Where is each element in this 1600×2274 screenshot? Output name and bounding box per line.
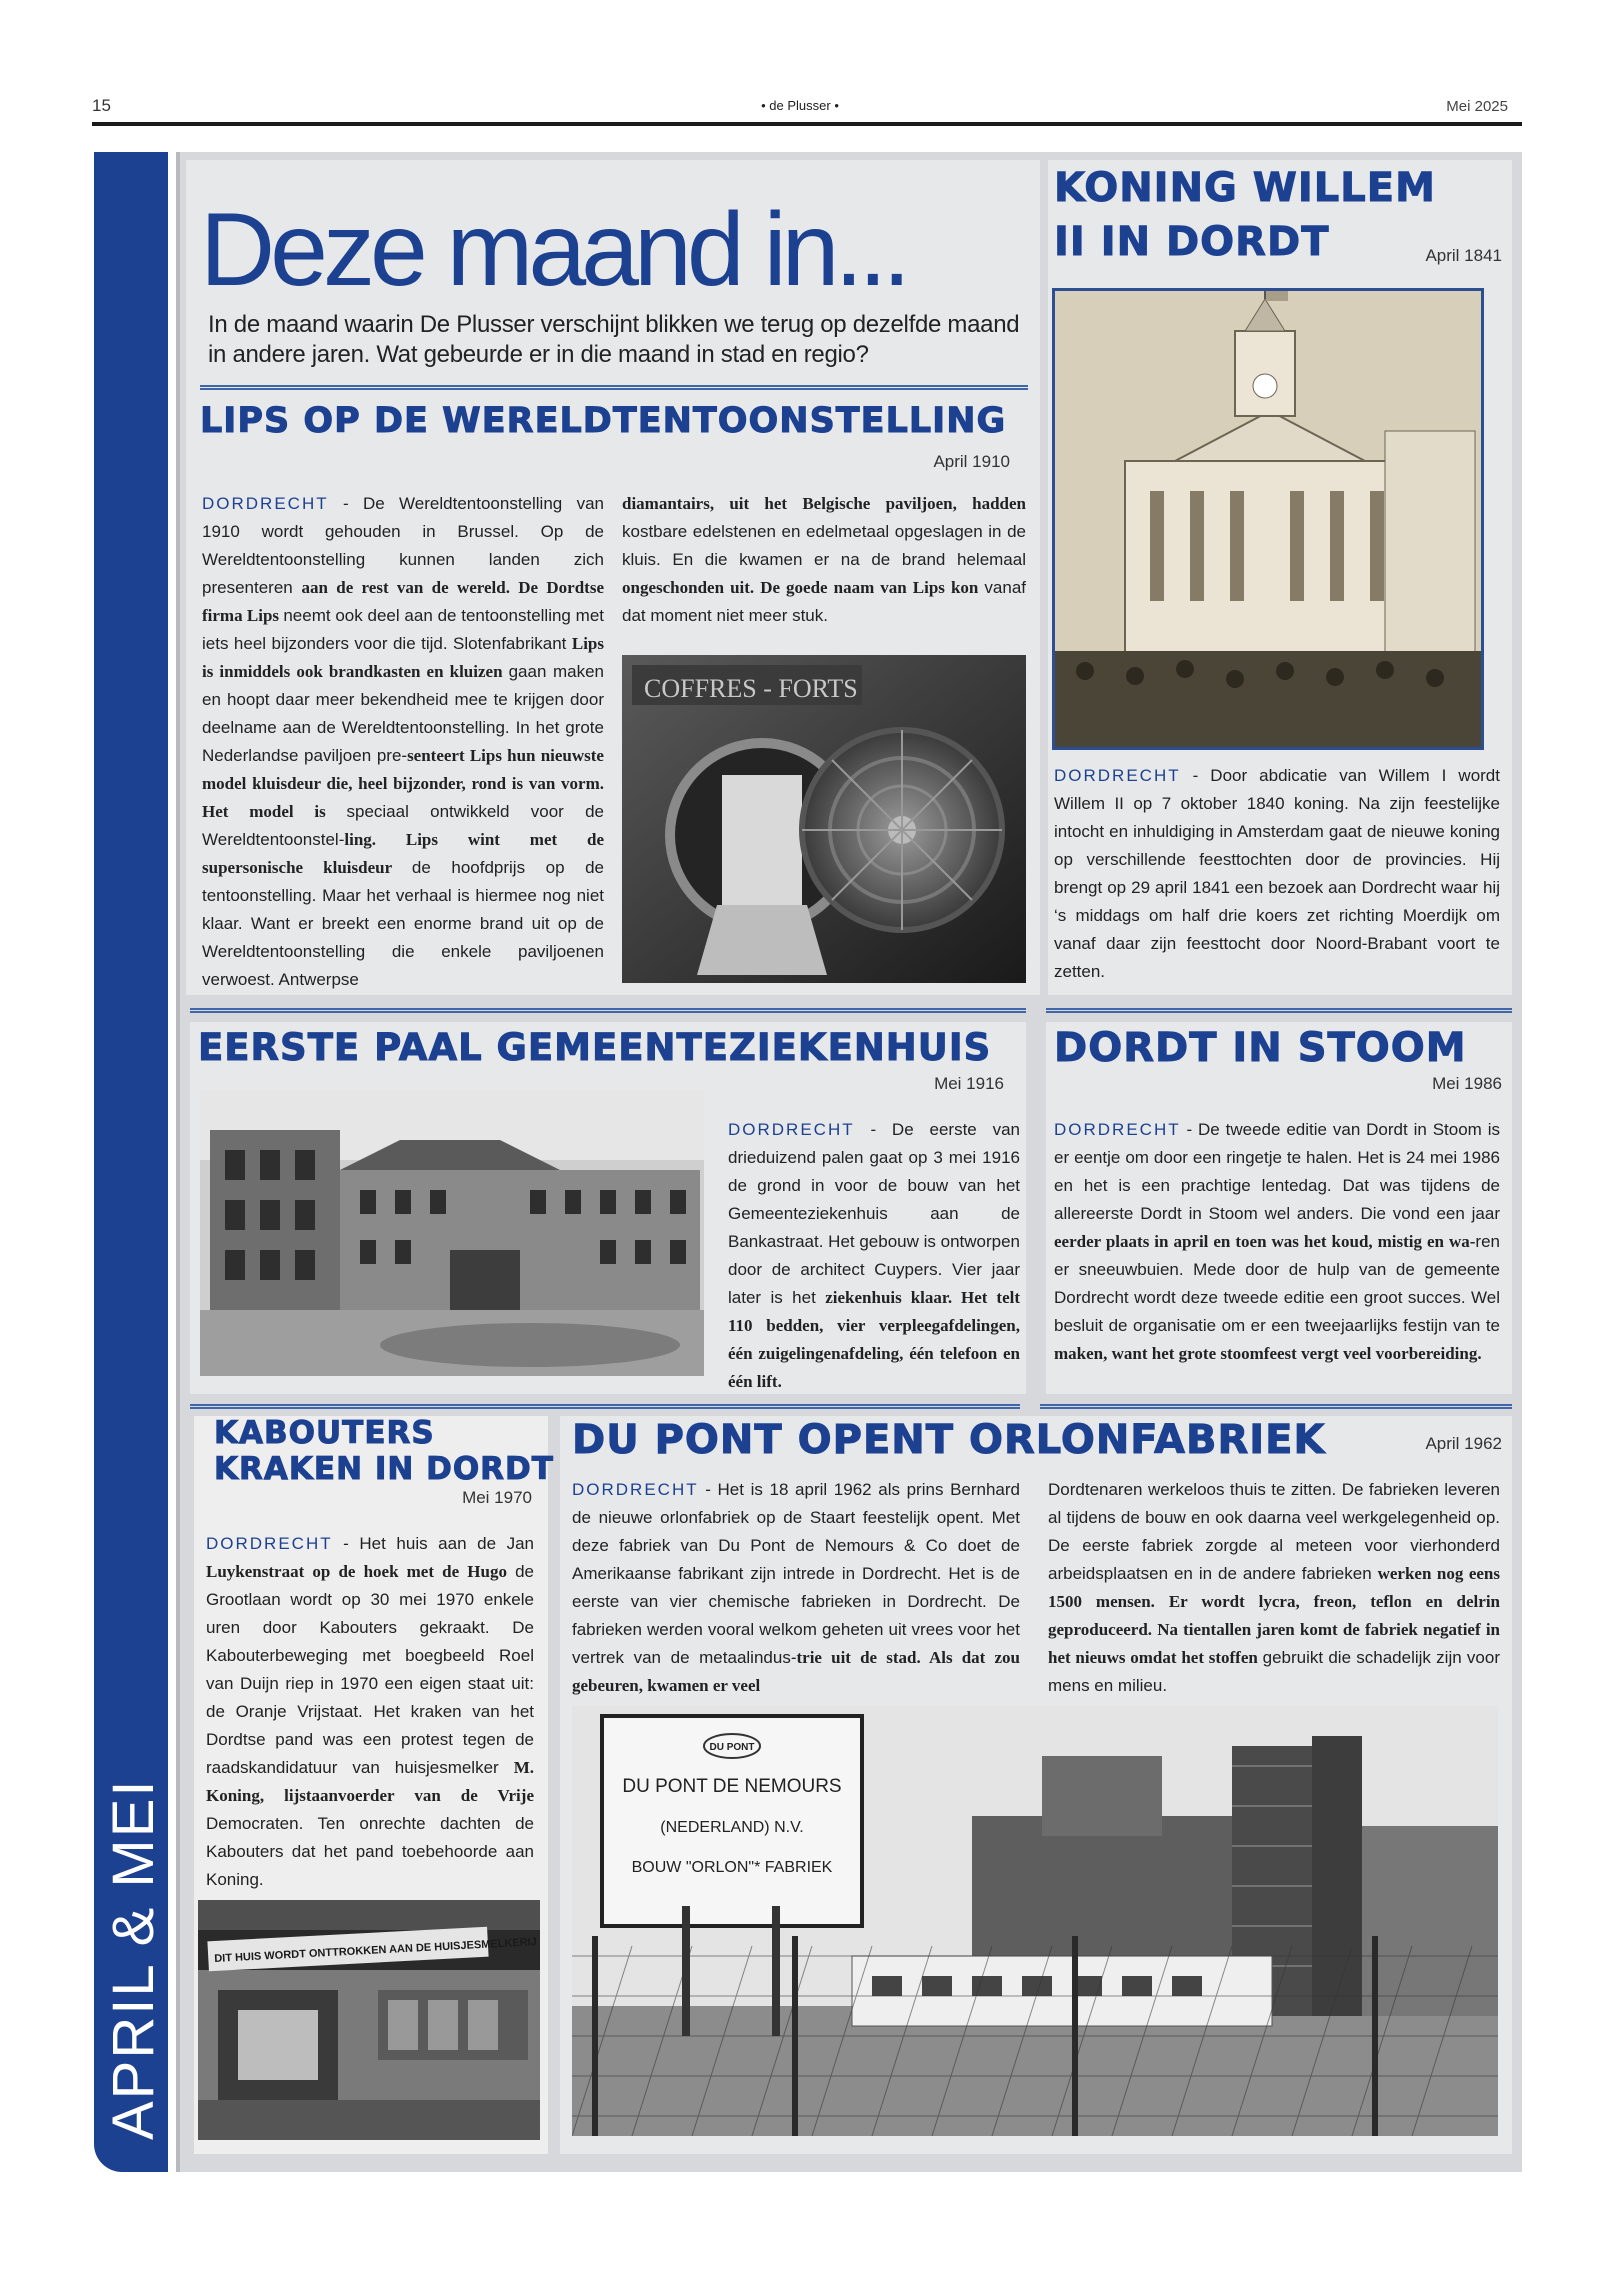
lips-body-col2: [622, 490, 1026, 630]
banner-text: DIT HUIS WORDT ONTTROKKEN AAN DE HUISJESMELKERIJ: [214, 1936, 538, 1966]
publication-name: • de Plusser •: [761, 98, 839, 113]
lips-vault-photo: [622, 655, 1026, 983]
sign-line-2: (NEDERLAND) N.V.: [660, 1819, 804, 1836]
text-run: M. Koning, lijstaanvoerder van de Vrije: [206, 1758, 534, 1805]
ziekenhuis-photo: [200, 1090, 704, 1376]
text-run: maken, want het grote stoomfeest vergt veel voorbereiding.: [1054, 1344, 1482, 1363]
stoom-date: Mei 1986: [1432, 1074, 1502, 1093]
text-run: ongeschonden uit. De goede naam van Lips kon: [622, 578, 985, 597]
dupont-date: April 1962: [1425, 1434, 1502, 1453]
text-run: - De tweede editie van Dordt in Stoom is er eentje om door een ringetje te halen. Het is 24 mei 1986 en het is een prachtige lentedag. Dat was tijdens de allereerste Dordt in Stoom wel anders. Die vond een jaar: [1054, 1120, 1500, 1223]
text-run: ziekenhuis klaar. Het telt 110 bedden, vier verpleegafdelingen, één zuigelingenafdeling, één telefoon en één lift.: [728, 1288, 1021, 1391]
text-run: werken nog eens 1500 mensen. Er wordt lycra, freon, teflon en delrin geproduceerd. Na tientallen jaren komt de fabriek negatief in het nieuws omdat het stoffen: [1048, 1564, 1500, 1667]
header-rule: [92, 122, 1522, 126]
text-run: Democraten. Ten onrechte dachten de Kabouters dat het pand toebehoorde aan Koning.: [206, 1814, 534, 1889]
factory-illustration: [572, 1706, 1498, 2136]
text-run: eerder plaats in april en toen was het koud, mistig en wa-: [1054, 1232, 1476, 1251]
text-run: trie uit de stad. Als dat zou gebeuren, kwamen er veel: [572, 1648, 1020, 1695]
dupont-body-col1: [572, 1476, 1020, 1700]
lips-body-col1: [202, 490, 604, 994]
stoom-body: [1054, 1116, 1500, 1368]
willem-townhall-photo: [1052, 288, 1484, 750]
ziekenhuis-dateline: DORDRECHT: [728, 1120, 855, 1139]
page-title: Deze maand in...: [200, 192, 907, 308]
dupont-factory-photo: [572, 1706, 1498, 2136]
double-rule: [190, 1404, 1020, 1409]
double-rule: [190, 1008, 1026, 1013]
lips-dateline: DORDRECHT: [202, 494, 329, 513]
kabouters-date: Mei 1970: [462, 1488, 532, 1507]
text-run: Luykenstraat op de hoek met de Hugo: [206, 1562, 516, 1581]
hospital-illustration: [200, 1090, 704, 1376]
side-tab-label: APRIL & MEI: [101, 1778, 166, 2140]
lips-date: April 1910: [933, 452, 1010, 471]
kabouters-headline-line2: KRAKEN IN DORDT: [214, 1451, 554, 1487]
sign-line-3: BOUW "ORLON"* FABRIEK: [631, 1859, 833, 1876]
text-run: kostbare edelstenen en edelmetaal opgeslagen in de kluis. En die kwamen er na de brand helemaal: [622, 522, 1026, 569]
text-run: neemt ook deel aan de tentoonstelling met iets heel bijzonders voor die tijd. Slotenfabrikant: [202, 606, 604, 653]
double-rule: [1040, 1404, 1512, 1409]
text-run: gebruikt die schadelijk zijn voor mens en milieu.: [1048, 1648, 1500, 1695]
kabouters-body: [206, 1530, 534, 1894]
vault-sign-text: COFFRES - FORTS: [644, 674, 858, 703]
townhall-illustration: [1055, 291, 1481, 747]
text-run: speciaal ontwikkeld voor de Wereldtentoonstel-: [202, 802, 604, 849]
text-run: de hoofdprijs op de tentoonstelling. Maar het verhaal is hiermee nog niet klaar. Want er breekt een enorme brand uit op de Wereldtentoonstelling die enkele paviljoenen verwoest. Antwerpse: [202, 858, 605, 989]
text-run: senteert Lips hun nieuwste model kluisdeur die, heel bijzonder, rond is van vorm. Het model is: [202, 746, 604, 821]
willem-dateline: DORDRECHT: [1054, 766, 1181, 785]
vault-illustration: [622, 655, 1026, 983]
lips-headline: LIPS OP DE WERELDTENTOONSTELLING: [200, 401, 1007, 441]
stoom-dateline: DORDRECHT: [1054, 1120, 1181, 1139]
dupont-body-col2: [1048, 1476, 1500, 1700]
text-run: vanaf dat moment niet meer stuk.: [622, 578, 1026, 625]
dupont-headline: DU PONT OPENT ORLONFABRIEK: [572, 1417, 1326, 1463]
text-run: de Grootlaan wordt op 30 mei 1970 enkele uren door Kabouters gekraakt. De Kabouterbeweging met boegbeeld Roel van Duijn riep in 1970 een eigen staat uit: de Oranje Vrijstaat. Het kraken van het Dordtse pand was een protest tegen de raadskandidatuur van huisjesmelker: [206, 1562, 534, 1777]
willem-date: April 1841: [1425, 246, 1502, 265]
dupont-logo-text: DU PONT: [709, 1742, 755, 1753]
text-run: gaan maken en hoopt daar meer bekendheid mee te krijgen door deelname aan de Wereldtentoonstelling. In het grote Nederlandse paviljoen pre-: [202, 662, 604, 765]
text-run: Dordtenaren werkeloos thuis te zitten. De fabrieken leveren al tijdens de bouw en ook daarna veel werkgelegenheid op. De eerste fabriek zorgde al meteen voor vierhonderd arbeidsplaatsen en in de andere fabrieken: [1048, 1480, 1500, 1583]
text-run: - Het huis aan de Jan: [332, 1534, 534, 1553]
willem-body: [1054, 762, 1500, 986]
sign-line-1: DU PONT DE NEMOURS: [622, 1776, 842, 1797]
dupont-dateline: DORDRECHT: [572, 1480, 699, 1499]
text-run: aan de rest van de wereld. De Dordtse firma Lips: [202, 578, 604, 625]
ziekenhuis-date: Mei 1916: [934, 1074, 1004, 1093]
ziekenhuis-body: [728, 1116, 1020, 1396]
squat-house-illustration: [198, 1900, 540, 2140]
ziekenhuis-headline: EERSTE PAAL GEMEENTEZIEKENHUIS: [198, 1026, 992, 1069]
text-run: ren er sneeuwbuien. Mede door de hulp van de gemeente Dordrecht wordt deze tweede editie een groot succes. Wel besluit de organisatie om er een tweejaarlijks festijn van te: [1054, 1232, 1500, 1335]
text-run: Lips is inmiddels ook brandkasten en kluizen: [202, 634, 604, 681]
willem-headline-line2: II IN DORDT: [1054, 219, 1330, 265]
page-intro: In de maand waarin De Plusser verschijnt blikken we terug op dezelfde maand in andere jaren. Wat gebeurde er in die maand in stad en regio?: [208, 311, 1020, 368]
stoom-headline: DORDT IN STOOM: [1054, 1025, 1467, 1071]
text-run: - Door abdicatie van Willem I wordt Willem II op 7 oktober 1840 koning. Na zijn feestelijke intocht en inhuldiging in Amsterdam gaat de nieuwe koning op verschillende feesttochten door de provincies. Hij brengt op 29 april 1841 een bezoek aan Dordrecht waar hij ‘s middags om half drie koers zet richting Moerdijk om vanaf daar zijn feesttocht door Noord-Brabant voort te zetten.: [1054, 766, 1500, 981]
kabouters-headline-line1: KABOUTERS: [214, 1415, 435, 1451]
page-number: 15: [92, 96, 111, 115]
text-run: - De Wereldtentoonstelling van 1910 wordt gehouden in Brussel. Op de Wereldtentoonstelling kunnen landen zich presenteren: [202, 494, 604, 597]
willem-headline-line1: KONING WILLEM: [1054, 165, 1436, 211]
kabouters-dateline: DORDRECHT: [206, 1534, 333, 1553]
double-rule: [200, 385, 1028, 390]
kabouters-photo: [198, 1900, 540, 2140]
double-rule: [1046, 1008, 1512, 1013]
text-run: - De eerste van drieduizend palen gaat op 3 mei 1916 de grond in voor de bouw van het Gemeenteziekenhuis aan de Bankastraat. Het gebouw is ontworpen door de architect Cuypers. Vier jaar later is het: [728, 1120, 1021, 1307]
text-run: - Het is 18 april 1962 als prins Bernhard de nieuwe orlonfabriek op de Staart feestelijk opent. Met deze fabriek van Du Pont de Nemours & Co doet de Amerikaanse fabrikant zijn intrede in Dordrecht. Het is de eerste van vier chemische fabrieken in Dordrecht. De fabrieken werden vooral welkom geheten uit vrees voor het vertrek van de metaalindus-: [572, 1480, 1020, 1667]
issue-date: Mei 2025: [1446, 98, 1508, 115]
text-run: ling. Lips wint met de supersonische kluisdeur: [202, 830, 604, 877]
text-run: diamantairs, uit het Belgische paviljoen, hadden: [622, 494, 1026, 513]
